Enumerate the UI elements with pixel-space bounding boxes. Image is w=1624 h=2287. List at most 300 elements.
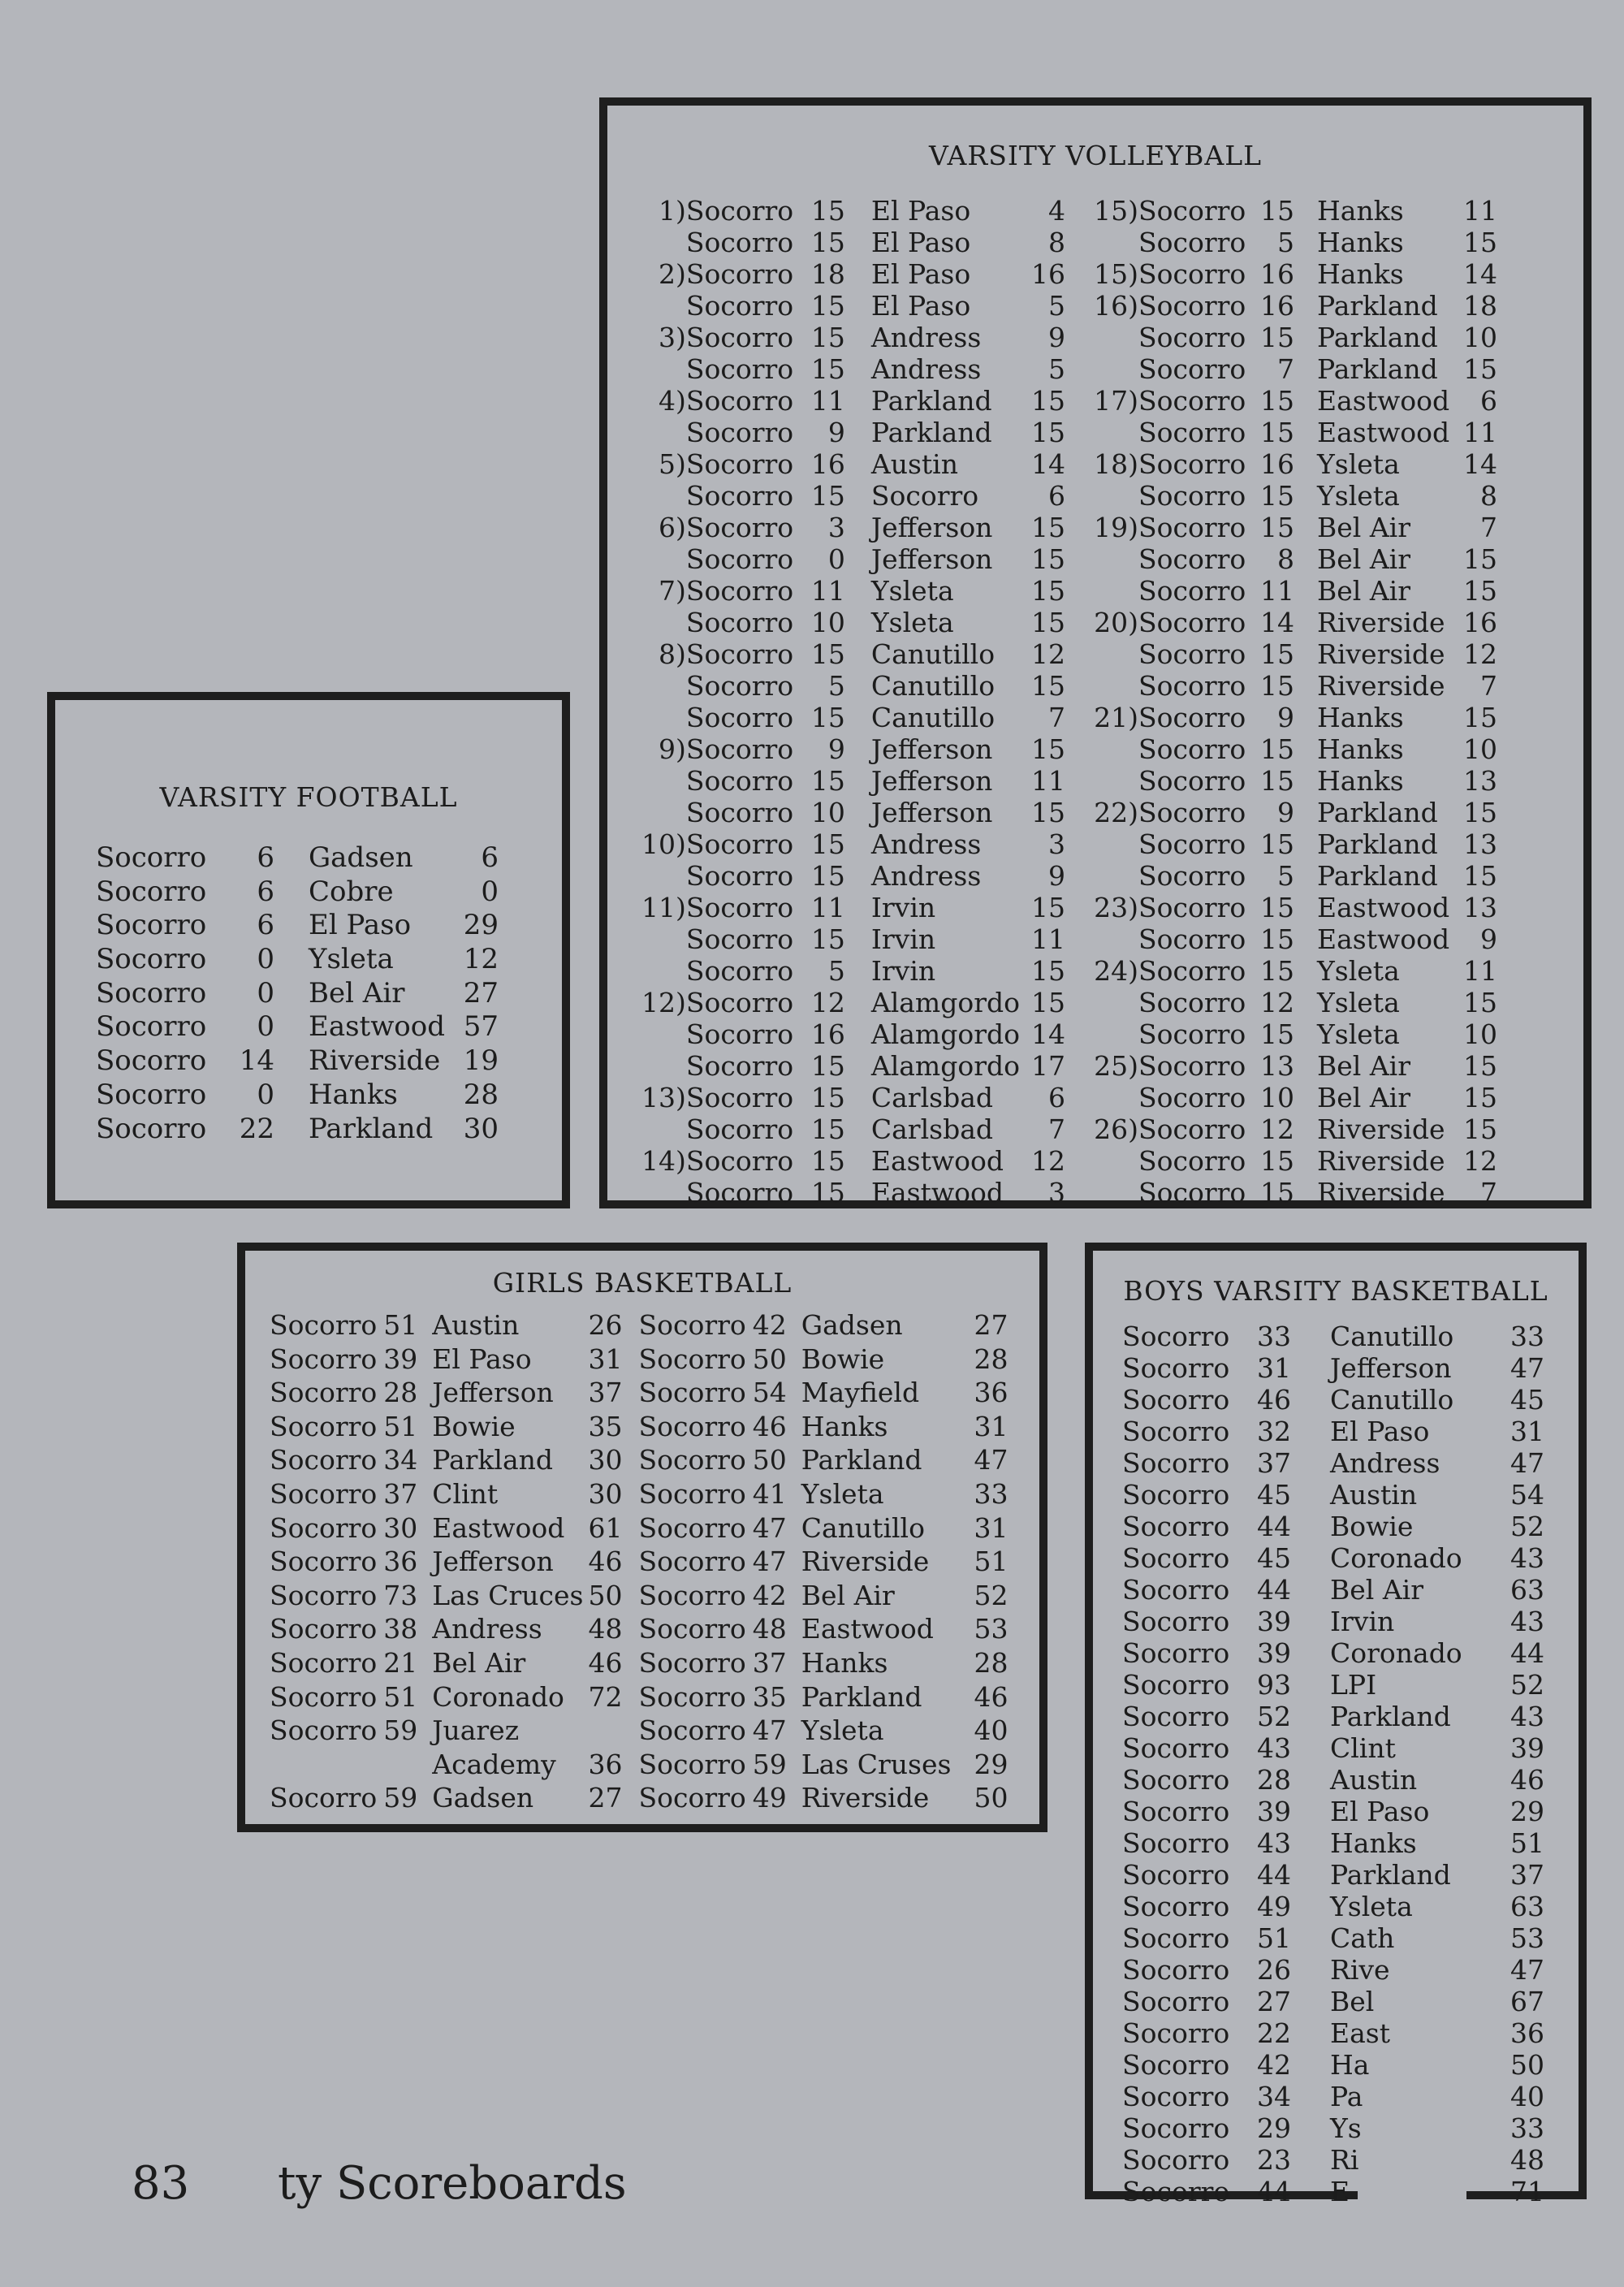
volleyball-row bbox=[641, 765, 1497, 797]
spacer bbox=[845, 702, 871, 733]
opponent-name: Rive bbox=[1330, 1954, 1390, 1986]
opponent-name: Bel Air bbox=[801, 1579, 895, 1611]
match-number: 15) bbox=[1094, 258, 1138, 290]
opponent-score: 51 bbox=[974, 1546, 1009, 1578]
spacer bbox=[845, 322, 871, 353]
opponent-name: Canutillo bbox=[870, 702, 996, 733]
team-score: 15 bbox=[1260, 765, 1294, 797]
spacer bbox=[417, 1546, 432, 1580]
boys-basketball-row bbox=[1122, 2144, 1544, 2176]
spacer bbox=[417, 1377, 432, 1411]
opponent-score: 7 bbox=[1048, 1113, 1065, 1145]
boys-basketball-row bbox=[1122, 1732, 1544, 1764]
spacer bbox=[1294, 892, 1317, 923]
team-score: 0 bbox=[257, 943, 274, 976]
opponent-name: Cobre bbox=[309, 875, 394, 908]
team-name: Socorro bbox=[96, 943, 207, 976]
team-score: 23 bbox=[1257, 2144, 1291, 2176]
opponent-name: Ys bbox=[1330, 2112, 1362, 2144]
match-number bbox=[641, 353, 686, 385]
team-score: 16 bbox=[1260, 290, 1294, 322]
team-score: 44 bbox=[1257, 2176, 1291, 2207]
spacer bbox=[623, 1647, 639, 1681]
team-name: Socorro bbox=[638, 1613, 746, 1645]
team-score: 15 bbox=[810, 702, 845, 733]
opponent-score: 15 bbox=[1463, 227, 1497, 258]
team-score: 59 bbox=[383, 1714, 418, 1747]
spacer bbox=[1294, 923, 1317, 955]
team-name: Socorro bbox=[685, 1018, 794, 1050]
opponent-name: Hanks bbox=[1317, 733, 1404, 765]
opponent-name: Gadsen bbox=[801, 1309, 903, 1341]
match-number: 21) bbox=[1094, 702, 1138, 733]
opponent-score: 33 bbox=[1510, 2112, 1544, 2144]
opponent-score: 54 bbox=[1510, 1479, 1544, 1511]
opponent-score: 7 bbox=[1480, 670, 1497, 702]
team-score: 16 bbox=[810, 448, 845, 480]
spacer bbox=[1291, 1922, 1330, 1954]
girls-basketball-row bbox=[270, 1444, 1008, 1478]
volleyball-row bbox=[641, 322, 1497, 353]
girls-basketball-row bbox=[270, 1647, 1008, 1681]
opponent-score: 6 bbox=[1480, 385, 1497, 417]
team-name: Socorro bbox=[1122, 1384, 1230, 1416]
opponent-name: Ysleta bbox=[870, 575, 954, 607]
opponent-name: El Paso bbox=[432, 1342, 532, 1375]
spacer bbox=[845, 828, 871, 860]
girls-basketball-row bbox=[270, 1512, 1008, 1546]
opponent-score: 6 bbox=[1048, 1082, 1065, 1113]
spacer bbox=[845, 1145, 871, 1177]
spacer bbox=[1291, 1986, 1330, 2017]
opponent-name: Andress bbox=[432, 1613, 542, 1645]
spacer bbox=[1294, 955, 1317, 987]
spacer bbox=[787, 1377, 801, 1411]
team-score: 6 bbox=[257, 875, 274, 908]
team-name: Socorro bbox=[270, 1309, 378, 1341]
team-score: 34 bbox=[383, 1444, 418, 1476]
team-score: 15 bbox=[810, 195, 845, 227]
team-score: 22 bbox=[239, 1112, 274, 1145]
opponent-name: Bowie bbox=[1330, 1511, 1414, 1542]
boys-basketball-row bbox=[1122, 2081, 1544, 2112]
team-score: 37 bbox=[752, 1646, 787, 1679]
spacer bbox=[1294, 385, 1317, 417]
boys-basketball-row bbox=[1122, 1891, 1544, 1922]
boys-basketball-row bbox=[1122, 1511, 1544, 1542]
opponent-score: 15 bbox=[1031, 733, 1065, 765]
spacer bbox=[845, 1113, 871, 1145]
match-number bbox=[1065, 575, 1138, 607]
spacer bbox=[274, 875, 309, 910]
team-score: 38 bbox=[383, 1613, 418, 1645]
section-title: ty Scoreboards bbox=[278, 2157, 627, 2210]
volleyball-row bbox=[641, 290, 1497, 322]
girls-basketball-row bbox=[270, 1580, 1008, 1614]
team-score: 45 bbox=[1257, 1542, 1291, 1574]
opponent-name: Bowie bbox=[432, 1410, 516, 1442]
opponent-name: Andress bbox=[870, 322, 982, 353]
team-name: Socorro bbox=[1122, 1669, 1230, 1701]
opponent-name: Alamgordo bbox=[870, 987, 1020, 1018]
girls-basketball-row bbox=[270, 1411, 1008, 1445]
opponent-name: Gadsen bbox=[432, 1782, 534, 1814]
team-score: 54 bbox=[752, 1377, 787, 1409]
spacer bbox=[787, 1580, 801, 1614]
opponent-score: 50 bbox=[974, 1782, 1009, 1814]
girls-basketball-box bbox=[237, 1243, 1047, 1832]
team-score: 39 bbox=[1257, 1796, 1291, 1827]
opponent-name: Parkland bbox=[870, 417, 992, 448]
team-name: Socorro bbox=[1122, 1701, 1230, 1732]
team-score: 6 bbox=[257, 909, 274, 942]
team-score: 42 bbox=[752, 1579, 787, 1611]
team-name: Socorro bbox=[96, 1044, 207, 1078]
team-score: 15 bbox=[810, 480, 845, 512]
team-name: Socorro bbox=[638, 1579, 746, 1611]
team-score: 0 bbox=[257, 976, 274, 1009]
opponent-name: Gadsen bbox=[309, 841, 413, 874]
team-score: 42 bbox=[752, 1309, 787, 1341]
match-number bbox=[641, 1050, 686, 1082]
boys-basketball-row bbox=[1122, 1986, 1544, 2017]
team-name: Socorro bbox=[638, 1477, 746, 1510]
team-score: 11 bbox=[810, 892, 845, 923]
opponent-score: 47 bbox=[1510, 1447, 1544, 1479]
spacer bbox=[1291, 2081, 1330, 2112]
opponent-score: 3 bbox=[1048, 828, 1065, 860]
spacer bbox=[1294, 1177, 1317, 1208]
opponent-score: 14 bbox=[1463, 258, 1497, 290]
opponent-name: Bel Air bbox=[1317, 512, 1410, 543]
team-name: Socorro bbox=[270, 1579, 378, 1611]
team-name: Socorro bbox=[1138, 258, 1246, 290]
team-score: 14 bbox=[1260, 607, 1294, 638]
team-name: Socorro bbox=[685, 575, 794, 607]
team-name: Socorro bbox=[1138, 353, 1246, 385]
opponent-name: Cath bbox=[1330, 1922, 1395, 1954]
opponent-name: Coronado bbox=[432, 1680, 564, 1713]
team-score: 15 bbox=[1260, 1018, 1294, 1050]
opponent-name: Canutillo bbox=[870, 638, 996, 670]
team-score: 15 bbox=[810, 322, 845, 353]
opponent-name: El Paso bbox=[1330, 1796, 1430, 1827]
opponent-score: 40 bbox=[1510, 2081, 1544, 2112]
opponent-name: Parkland bbox=[801, 1444, 922, 1476]
spacer bbox=[417, 1749, 432, 1783]
team-score: 5 bbox=[1277, 227, 1294, 258]
match-number: 24) bbox=[1094, 955, 1138, 987]
team-name: Socorro bbox=[1122, 2144, 1230, 2176]
opponent-name: Ha bbox=[1330, 2049, 1370, 2081]
volleyball-row bbox=[641, 1145, 1497, 1177]
football-row bbox=[96, 1044, 499, 1079]
opponent-name: Mayfield bbox=[801, 1377, 920, 1409]
opponent-name: Bowie bbox=[801, 1342, 885, 1375]
spacer bbox=[274, 909, 309, 943]
team-score: 11 bbox=[810, 575, 845, 607]
match-number bbox=[1065, 227, 1138, 258]
opponent-score: 52 bbox=[1510, 1669, 1544, 1701]
spacer bbox=[1291, 2144, 1330, 2176]
opponent-name: Hanks bbox=[801, 1646, 888, 1679]
team-name: Socorro bbox=[96, 976, 207, 1009]
spacer bbox=[623, 1714, 639, 1749]
team-score: 51 bbox=[383, 1410, 418, 1442]
match-number: 12) bbox=[641, 987, 686, 1018]
opponent-score: 14 bbox=[1031, 1018, 1065, 1050]
opponent-score: 7 bbox=[1480, 1177, 1497, 1208]
spacer bbox=[1294, 670, 1317, 702]
opponent-name: Jefferson bbox=[870, 765, 993, 797]
match-number: 17) bbox=[1094, 385, 1138, 417]
opponent-score: 63 bbox=[1510, 1891, 1544, 1922]
opponent-name: Jefferson bbox=[1330, 1352, 1452, 1384]
team-score: 93 bbox=[1257, 1669, 1291, 1701]
team-score: 51 bbox=[1257, 1922, 1291, 1954]
boys-basketball-row bbox=[1122, 1606, 1544, 1637]
opponent-name: Riverside bbox=[1317, 1145, 1445, 1177]
match-number bbox=[641, 670, 686, 702]
opponent-score: 11 bbox=[1031, 765, 1065, 797]
team-score: 21 bbox=[383, 1646, 418, 1679]
team-score: 44 bbox=[1257, 1574, 1291, 1606]
team-name: Socorro bbox=[685, 702, 794, 733]
team-name: Socorro bbox=[1122, 2176, 1230, 2207]
opponent-name: Parkland bbox=[1317, 290, 1438, 322]
team-name: Socorro bbox=[1138, 195, 1246, 227]
match-number: 13) bbox=[641, 1082, 686, 1113]
opponent-name: Clint bbox=[1330, 1732, 1396, 1764]
opponent-name: Alamgordo bbox=[870, 1018, 1020, 1050]
team-score: 34 bbox=[1257, 2081, 1291, 2112]
team-name: Socorro bbox=[685, 1082, 794, 1113]
team-name: Socorro bbox=[638, 1377, 746, 1409]
team-name: Socorro bbox=[685, 923, 794, 955]
spacer bbox=[845, 733, 871, 765]
team-score: 15 bbox=[810, 1177, 845, 1208]
spacer bbox=[1291, 1384, 1330, 1416]
team-name: Socorro bbox=[96, 909, 207, 942]
spacer bbox=[1291, 2176, 1330, 2207]
opponent-name: Jefferson bbox=[870, 543, 993, 575]
team-name: Socorro bbox=[1122, 2112, 1230, 2144]
volleyball-title: VARSITY VOLLEYBALL bbox=[928, 140, 1263, 171]
opponent-score: 15 bbox=[1031, 797, 1065, 828]
team-name: Socorro bbox=[270, 1714, 378, 1747]
match-number: 8) bbox=[659, 638, 686, 670]
spacer bbox=[787, 1546, 801, 1580]
team-name: Socorro bbox=[685, 322, 794, 353]
opponent-score: 71 bbox=[1510, 2176, 1544, 2207]
opponent-name: Bel bbox=[1330, 1986, 1375, 2017]
spacer bbox=[1294, 797, 1317, 828]
match-number bbox=[1065, 765, 1138, 797]
opponent-name: Eastwood bbox=[1317, 892, 1450, 923]
team-score: 12 bbox=[810, 987, 845, 1018]
team-score: 16 bbox=[1260, 258, 1294, 290]
opponent-name: Austin bbox=[1330, 1764, 1418, 1796]
team-name: Socorro bbox=[638, 1748, 746, 1780]
spacer bbox=[623, 1580, 639, 1614]
football-row bbox=[96, 909, 499, 943]
volleyball-row bbox=[641, 828, 1497, 860]
spacer bbox=[623, 1613, 639, 1647]
opponent-score: 6 bbox=[1048, 480, 1065, 512]
team-name: Socorro bbox=[685, 417, 794, 448]
team-score: 52 bbox=[1257, 1701, 1291, 1732]
opponent-name: Alamgordo bbox=[870, 1050, 1020, 1082]
girls-basketball-title: GIRLS BASKETBALL bbox=[492, 1267, 793, 1299]
opponent-score: 12 bbox=[1463, 1145, 1497, 1177]
opponent-name: Ysleta bbox=[801, 1714, 884, 1747]
opponent-name: Eastwood bbox=[1317, 385, 1450, 417]
opponent-name: Irvin bbox=[870, 955, 936, 987]
opponent-name: Hanks bbox=[1317, 227, 1404, 258]
boys-basketball-row bbox=[1122, 1321, 1544, 1352]
match-number: 9) bbox=[659, 733, 686, 765]
team-name: Socorro bbox=[1122, 1479, 1230, 1511]
opponent-score bbox=[584, 1714, 623, 1749]
opponent-score: 0 bbox=[481, 875, 499, 908]
spacer bbox=[1291, 2049, 1330, 2081]
opponent-score: 11 bbox=[1463, 955, 1497, 987]
spacer bbox=[1291, 1701, 1330, 1732]
opponent-score: 45 bbox=[1510, 1384, 1544, 1416]
team-name: Socorro bbox=[685, 638, 794, 670]
spacer bbox=[1291, 1574, 1330, 1606]
opponent-score: 29 bbox=[974, 1748, 1009, 1780]
team-name: Socorro bbox=[1122, 1352, 1230, 1384]
opponent-name: Pa bbox=[1330, 2081, 1363, 2112]
opponent-name: Ri bbox=[1330, 2144, 1359, 2176]
opponent-score: 36 bbox=[974, 1377, 1009, 1409]
spacer bbox=[1291, 1637, 1330, 1669]
opponent-name: Eastwood bbox=[432, 1511, 565, 1544]
opponent-name: Riverside bbox=[1317, 638, 1445, 670]
opponent-score: 28 bbox=[974, 1646, 1009, 1679]
team-score: 36 bbox=[383, 1546, 418, 1578]
team-name: Socorro bbox=[270, 1613, 378, 1645]
opponent-score: 15 bbox=[1031, 417, 1065, 448]
team-name: Socorro bbox=[270, 1342, 378, 1375]
team-score: 3 bbox=[827, 512, 845, 543]
opponent-name: Las Cruses bbox=[801, 1748, 952, 1780]
opponent-score: 39 bbox=[1510, 1732, 1544, 1764]
match-number bbox=[1065, 353, 1138, 385]
spacer bbox=[845, 385, 871, 417]
spacer bbox=[417, 1714, 432, 1749]
opponent-name: Las Cruces bbox=[432, 1579, 584, 1611]
opponent-score: 47 bbox=[1510, 1954, 1544, 1986]
opponent-name: El Paso bbox=[1330, 1416, 1430, 1447]
spacer bbox=[417, 1309, 432, 1343]
volleyball-row bbox=[641, 543, 1497, 575]
opponent-score: 27 bbox=[463, 976, 499, 1009]
team-name: Socorro bbox=[1138, 892, 1246, 923]
team-score: 22 bbox=[1257, 2017, 1291, 2049]
opponent-score: 15 bbox=[1463, 575, 1497, 607]
football-box bbox=[47, 692, 570, 1208]
team-score: 37 bbox=[383, 1477, 418, 1510]
spacer bbox=[787, 1613, 801, 1647]
spacer bbox=[787, 1309, 801, 1343]
opponent-score: 7 bbox=[1480, 512, 1497, 543]
team-name: Socorro bbox=[1138, 1145, 1246, 1177]
opponent-name: Eastwood bbox=[309, 1010, 446, 1044]
spacer bbox=[417, 1580, 432, 1614]
team-name: Socorro bbox=[1122, 1637, 1230, 1669]
spacer bbox=[417, 1512, 432, 1546]
volleyball-row bbox=[641, 892, 1497, 923]
team-name: Socorro bbox=[1122, 1606, 1230, 1637]
spacer bbox=[1294, 512, 1317, 543]
opponent-score: 7 bbox=[1048, 702, 1065, 733]
opponent-name: Jefferson bbox=[870, 797, 993, 828]
team-score: 10 bbox=[810, 797, 845, 828]
team-name: Socorro bbox=[685, 1145, 794, 1177]
spacer bbox=[1294, 638, 1317, 670]
team-score: 9 bbox=[1277, 702, 1294, 733]
spacer bbox=[1291, 1891, 1330, 1922]
girls-basketball-row bbox=[270, 1714, 1008, 1749]
spacer bbox=[845, 955, 871, 987]
opponent-score: 44 bbox=[1510, 1637, 1544, 1669]
team-name: Socorro bbox=[1138, 987, 1246, 1018]
team-score: 11 bbox=[810, 385, 845, 417]
spacer bbox=[1291, 1321, 1330, 1352]
match-number bbox=[1065, 733, 1138, 765]
opponent-score: 9 bbox=[1480, 923, 1497, 955]
team-name: Socorro bbox=[270, 1444, 378, 1476]
team-score: 31 bbox=[1257, 1352, 1291, 1384]
opponent-name: Parkland bbox=[1330, 1701, 1451, 1732]
match-number bbox=[641, 797, 686, 828]
team-score: 15 bbox=[810, 923, 845, 955]
opponent-name: Eastwood bbox=[870, 1145, 1004, 1177]
spacer bbox=[845, 227, 871, 258]
opponent-score: 15 bbox=[1031, 512, 1065, 543]
boys-basketball-row bbox=[1122, 1574, 1544, 1606]
opponent-name: Parkland bbox=[1317, 828, 1438, 860]
team-score: 39 bbox=[1257, 1606, 1291, 1637]
team-score: 15 bbox=[810, 227, 845, 258]
team-score: 51 bbox=[383, 1309, 418, 1341]
spacer bbox=[845, 607, 871, 638]
team-score: 45 bbox=[1257, 1479, 1291, 1511]
team-score: 15 bbox=[810, 765, 845, 797]
spacer bbox=[787, 1478, 801, 1512]
opponent-score: 46 bbox=[588, 1646, 623, 1679]
opponent-score: 52 bbox=[974, 1579, 1009, 1611]
team-name: Socorro bbox=[638, 1410, 746, 1442]
spacer bbox=[1294, 575, 1317, 607]
spacer bbox=[1294, 607, 1317, 638]
opponent-score: 5 bbox=[1048, 290, 1065, 322]
spacer bbox=[274, 1010, 309, 1044]
team-score: 15 bbox=[810, 1145, 845, 1177]
match-number bbox=[1065, 417, 1138, 448]
opponent-score: 15 bbox=[1031, 385, 1065, 417]
match-number: 3) bbox=[659, 322, 686, 353]
team-name: Socorro bbox=[685, 353, 794, 385]
team-name: Socorro bbox=[685, 828, 794, 860]
opponent-score: 36 bbox=[588, 1748, 623, 1780]
opponent-score: 72 bbox=[588, 1680, 623, 1713]
team-score: 43 bbox=[1257, 1827, 1291, 1859]
boys-basketball-row bbox=[1122, 2176, 1544, 2207]
match-number: 22) bbox=[1094, 797, 1138, 828]
